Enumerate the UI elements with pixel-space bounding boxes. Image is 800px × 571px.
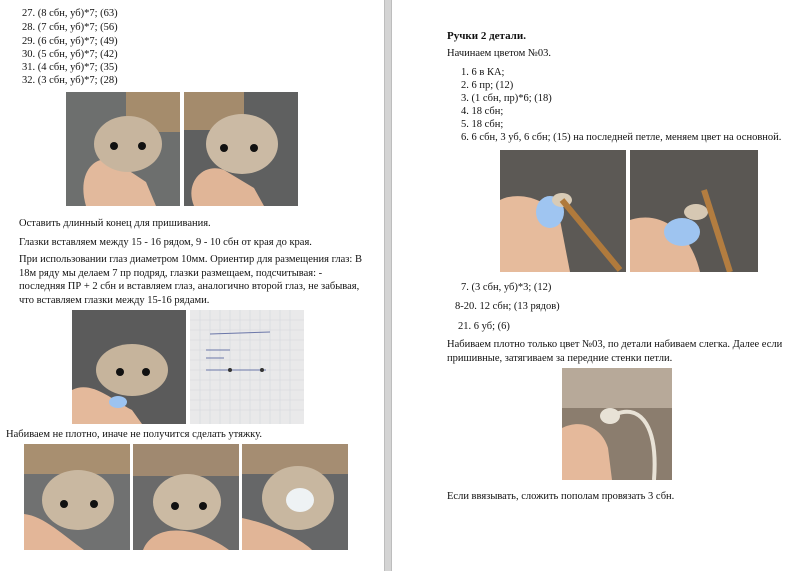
photo-hand-2 [630, 150, 758, 272]
step-8-20: 8-20. 12 сбн; (13 рядов) [455, 301, 560, 312]
step-7: 7. (3 сбн, уб)*3; (12) [461, 282, 552, 293]
row-31: 31. (4 сбн, уб)*7; (35) [22, 62, 118, 73]
step-1: 1. 6 в КА; [461, 67, 505, 78]
row-27: 27. (8 сбн, уб)*7; (63) [22, 8, 118, 19]
photo-head-side [184, 92, 298, 206]
row-32: 32. (3 сбн, уб)*7; (28) [22, 75, 118, 86]
photo-step-1 [24, 444, 130, 550]
row-28: 28. (7 сбн, уб)*7; (56) [22, 22, 118, 33]
photo-step-2 [133, 444, 239, 550]
left-page [0, 0, 384, 571]
step-4: 4. 18 сбн; [461, 106, 504, 117]
row-30: 30. (5 сбн, уб)*7; (42) [22, 49, 118, 60]
text-long-end: Оставить длинный конец для пришивания. [19, 218, 211, 229]
photo-head-held [72, 310, 186, 424]
row-29: 29. (6 сбн, уб)*7; (49) [22, 36, 118, 47]
photo-step-3 [242, 444, 348, 550]
step-3: 3. (1 сбн, пр)*6; (18) [461, 93, 552, 104]
step-5: 5. 18 сбн; [461, 119, 504, 130]
text-start-color: Начинаем цветом №03. [447, 48, 552, 59]
photo-head-front [66, 92, 180, 206]
right-page [392, 0, 800, 571]
step-6: 6. 6 сбн, 3 уб, 6 сбн; (15) на последней петле, меняем цвет на основной. [461, 132, 782, 143]
text-stuffing: Набиваем плотно только цвет №03, по детали набиваем слегка. Далее если пришивные, затягиваем за передние стенки петли. [447, 339, 783, 364]
text-join: Если ввязывать, сложить пополам провязать 3 сбн. [447, 491, 675, 502]
watermark: PassionForum.ru [711, 556, 794, 567]
photo-arm-piece [562, 368, 672, 480]
text-stuff-loose: Набиваем не плотно, иначе не получится сделать утяжку. [6, 429, 262, 440]
step-2: 2. 6 пр; (12) [461, 80, 514, 91]
section-title: Ручки 2 детали. [447, 30, 526, 42]
photo-notebook [190, 310, 304, 424]
page-gutter [384, 0, 392, 571]
photo-hand-1 [500, 150, 626, 272]
text-eyes-guide: При использовании глаз диаметром 10мм. Ориентир для размещения глаз: В 18м ряду мы делаем 7 пр подряд, глазки размещаем, подсчитывая: - последняя ПР + 2 сбн и вставляем глаз, аналогично второй глаз, не забывая, что вставляем глазки между 15-16 рядами. [19, 254, 362, 306]
step-21: 21. 6 уб; (6) [458, 321, 510, 332]
text-eyes-placement: Глазки вставляем между 15 - 16 рядом, 9 - 10 сбн от края до края. [19, 237, 312, 248]
